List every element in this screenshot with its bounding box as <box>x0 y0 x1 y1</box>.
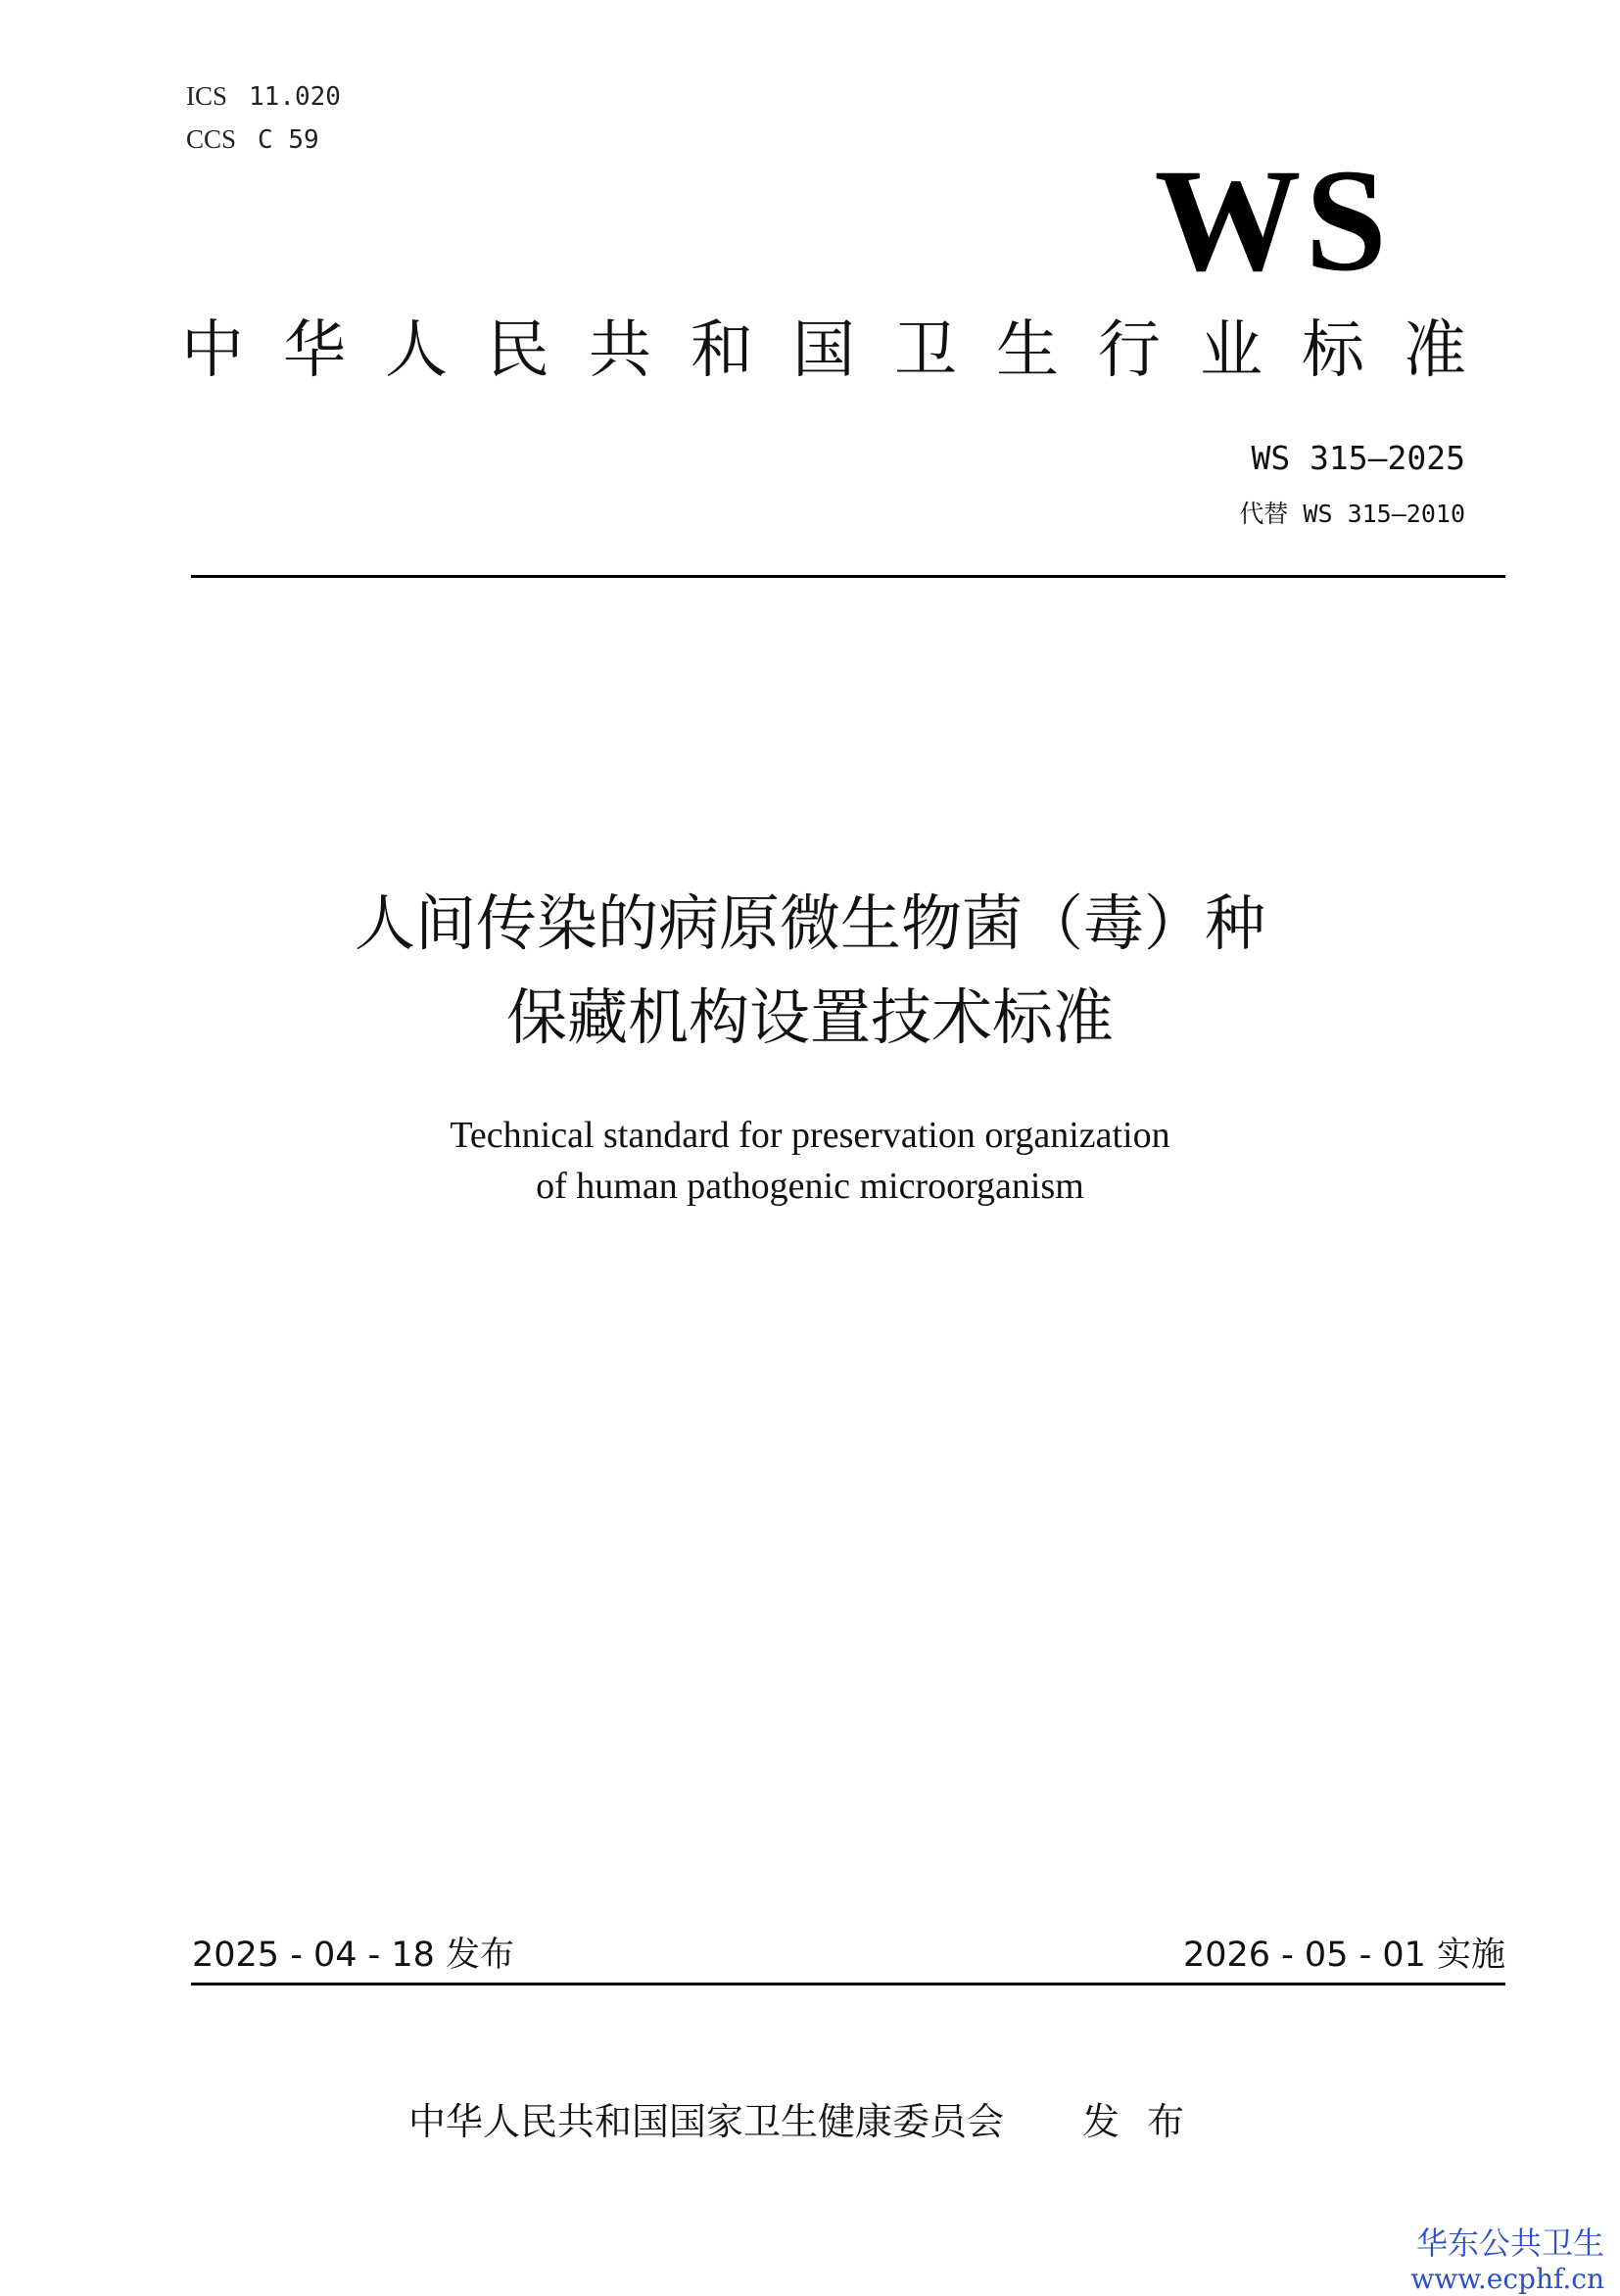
implementation-date: 2026 - 05 - 01 实施 <box>1182 1936 1505 1975</box>
publish-date: 2025 - 04 - 18 发布 <box>192 1936 515 1975</box>
replaces-standard: 代替 WS 315—2010 <box>1239 500 1465 528</box>
date-divider <box>191 1983 1505 1985</box>
watermark-name: 华东公共卫生 <box>1415 2224 1604 2262</box>
ics-code: 11.020 <box>249 82 341 112</box>
title-cn-line-1: 人间传染的病原微生物菌（毒）种 <box>354 887 1265 959</box>
document-title-cn <box>0 877 1620 1065</box>
ccs-code: C 59 <box>258 125 319 155</box>
ccs-line <box>186 118 319 162</box>
standard-number: WS 315—2025 <box>1251 439 1465 477</box>
title-en-line-1: Technical standard for preservation organization <box>450 1115 1170 1156</box>
issuer-name: 中华人民共和国国家卫生健康委员会 <box>407 2100 1004 2143</box>
document-title-en <box>0 1110 1620 1212</box>
ics-line <box>186 74 341 119</box>
title-cn-line-2: 保藏机构设置技术标准 <box>505 981 1114 1053</box>
ws-logo: WS <box>1154 139 1391 302</box>
issuer-verb: 发布 <box>1082 2100 1213 2143</box>
watermark-url: www.ecphf.cn <box>1410 2263 1604 2295</box>
title-en-line-2: of human pathogenic microorganism <box>536 1166 1084 1207</box>
issuer-line <box>0 2091 1620 2145</box>
header-divider <box>191 575 1505 578</box>
ccs-label: CCS <box>186 124 237 154</box>
standard-type-heading: 中华人民共和国卫生行业标准 <box>181 314 1505 387</box>
ics-label: ICS <box>186 81 228 111</box>
watermark <box>1410 2224 1604 2296</box>
